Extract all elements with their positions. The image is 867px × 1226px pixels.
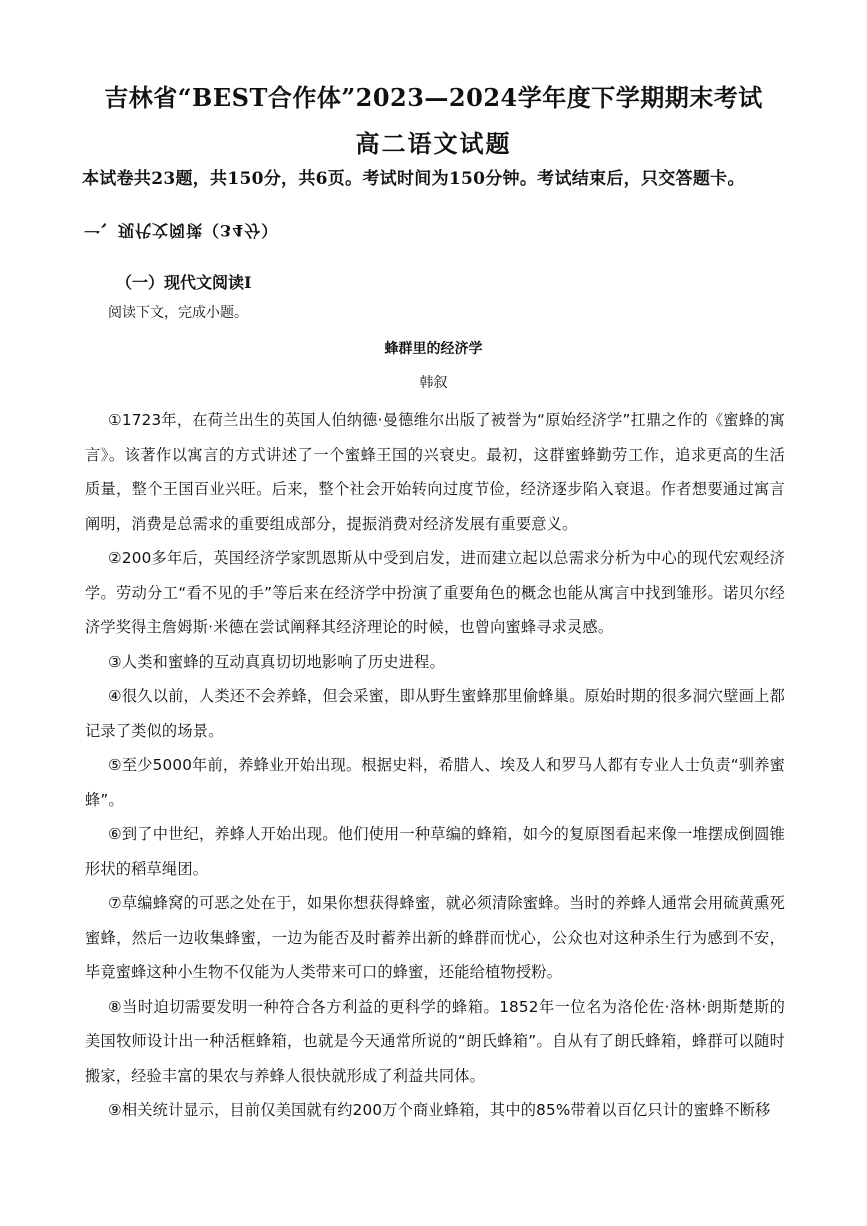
paragraph-9: ⑨相关统计显示，目前仅美国就有约200万个商业蜂箱，其中的85%带着以百亿只计的蜜蜂不断移 <box>108 1101 771 1119</box>
paragraph-2: ②200多年后，英国经济学家凯恩斯从中受到启发，进而建立起以总需求分析为中心的现代宏观经济学。劳动分工“看不见的手”等后来在经济学中扮演了重要角色的概念也能从寓言中找到雏形。诺贝尔经济学奖得主詹姆斯·米德在尝试阐释其经济理论的时候，也曾向蜜蜂寻求灵感。 <box>85 549 785 636</box>
paragraph-1: ①1723年，在荷兰出生的英国人伯纳德·曼德维尔出版了被誉为“原始经济学”扛鼎之作的《蜜蜂的寓言》。该著作以寓言的方式讲述了一个蜜蜂王国的兴衰史。最初，这群蜜蜂勤劳工作，追求更高的生活质量，整个王国百业兴旺。后来，整个社会开始转向过度节俭，经济逐步陷入衰退。作者想要通过寓言阐明，消费是总需求的重要组成部分，提振消费对经济发展有重要意义。 <box>85 411 785 533</box>
paragraph-6: ⑥到了中世纪，养蜂人开始出现。他们使用一种草编的蜂箱，如今的复原图看起来像一堆摆成倒圆锥形状的稻草绳团。 <box>85 825 785 878</box>
exam-subtitle: 高二语文试题 <box>355 129 512 158</box>
subsection-heading: （一）现代文阅读Ⅰ <box>116 273 252 292</box>
exam-title: 吉林省“BEST合作体”2023—2024学年度下学期期末考试 <box>104 83 763 112</box>
paragraph-8: ⑧当时迫切需要发明一种符合各方利益的更科学的蜂箱。1852年一位名为洛伦佐·洛林·朗斯楚斯的美国牧师设计出一种活框蜂箱，也就是今天通常所说的“朗氏蜂箱”。自从有了朗氏蜂箱，蜂群可以随时搬家，经验丰富的果农与养蜂人很快就形成了利益共同体。 <box>85 997 785 1085</box>
paragraph-3: ③人类和蜜蜂的互动真真切切地影响了历史进程。 <box>108 652 445 671</box>
article-author: 韩叙 <box>419 375 448 391</box>
article-title: 蜂群里的经济学 <box>384 341 483 357</box>
paragraph-7: ⑦草编蜂窝的可恶之处在于，如果你想获得蜂蜜，就必须清除蜜蜂。当时的养蜂人通常会用硫黄熏死蜜蜂，然后一边收集蜂蜜，一边为能否及时蓄养出新的蜂群而忧心，公众也对这种杀生行为感到不安，毕竟蜜蜂这种小生物不仅能为人类带来可口的蜂蜜，还能给植物授粉。 <box>85 894 785 981</box>
reading-lead: 阅读下文，完成小题。 <box>108 305 248 321</box>
section-heading: 一、现代文阅读（34分） <box>84 221 279 240</box>
paragraph-5: ⑤至少5000年前，养蜂业开始出现。根据史料，希腊人、埃及人和罗马人都有专业人士负责“驯养蜜蜂”。 <box>85 756 785 809</box>
exam-instructions: 本试卷共23题，共150分，共6页。考试时间为150分钟。考试结束后，只交答题卡。 <box>82 169 745 189</box>
paragraph-4: ④很久以前，人类还不会养蜂，但会采蜜，即从野生蜜蜂那里偷蜂巢。原始时期的很多洞穴壁画上都记录了类似的场景。 <box>85 687 785 740</box>
article-body <box>85 403 785 1128</box>
